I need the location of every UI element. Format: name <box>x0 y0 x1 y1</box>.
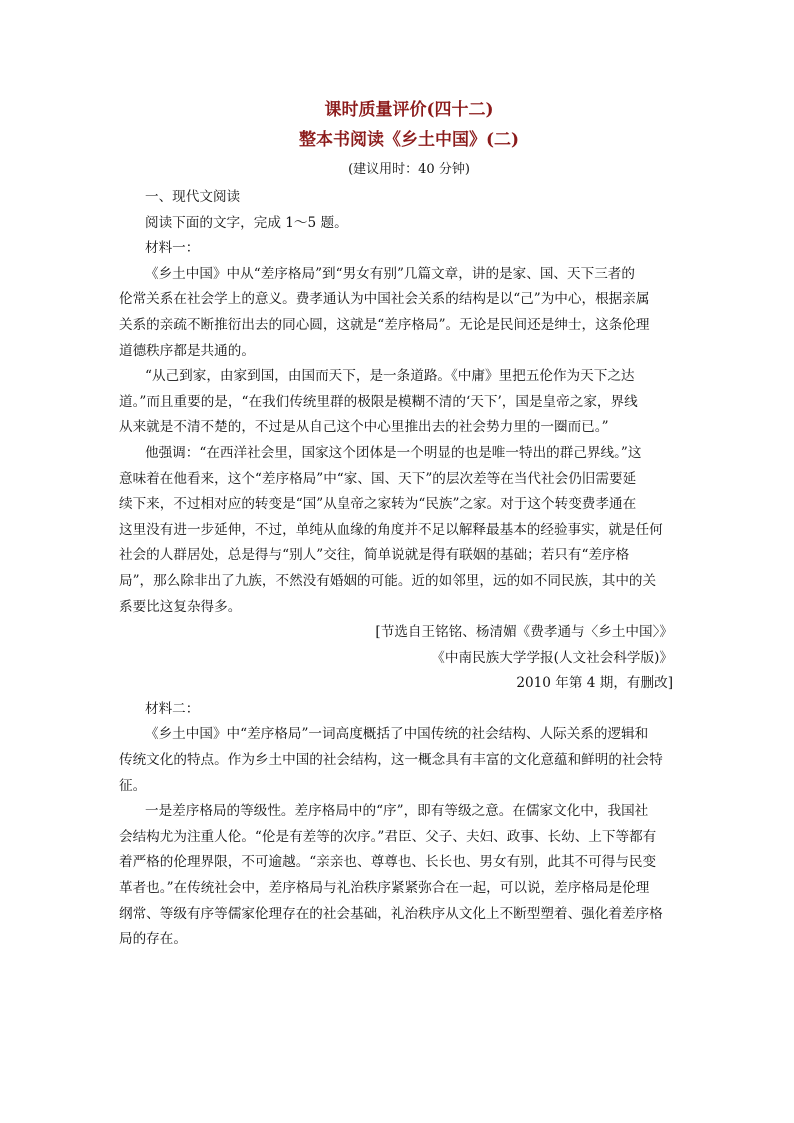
text-line: 纲常、等级有序等儒家伦理存在的社会基础，礼治秩序从文化上不断型塑着、强化着差序格 <box>119 905 663 922</box>
text-line: 续下来，不过相对应的转变是“国”从皇帝之家转为“民族”之家。对于这个转变费孝通在 <box>119 496 637 513</box>
text-line: 从来就是不清不楚的，不过是从自己这个中心里推出去的社会势力里的一圈而已。” <box>119 419 609 436</box>
page-title: 课时质量评价(四十二) <box>324 100 494 120</box>
instruction: 阅读下面的文字，完成 1～5 题。 <box>145 214 348 231</box>
section-heading: 一、现代文阅读 <box>145 189 241 205</box>
source-line: 《中南民族大学学报(人文社会科学版)》 <box>431 649 673 666</box>
text-line: 一是差序格局的等级性。差序格局中的“序”，即有等级之意。在儒家文化中，我国社 <box>145 803 649 820</box>
text-line: “从己到家，由家到国，由国而天下，是一条道路。《中庸》里把五伦作为天下之达 <box>145 368 635 385</box>
text-line: 局”，那么除非出了九族，不然没有婚姻的可能。近的如邻里，远的如不同民族，其中的关 <box>119 572 657 589</box>
page-body <box>119 95 673 953</box>
text-line: 他强调：“在西洋社会里，国家这个团体是一个明显的也是唯一特出的群己界线。”这 <box>145 444 642 461</box>
text-line: 关系的亲疏不断推衍出去的同心圆，这就是“差序格局”。无论是民间还是绅士，这条伦理 <box>119 316 650 333</box>
text-line: 革者也。”在传统社会中，差序格局与礼治秩序紧紧弥合在一起，可以说，差序格局是伦理 <box>119 880 650 897</box>
text-line: 着严格的伦理界限，不可逾越。“亲亲也、尊尊也、长长也、男女有别，此其不可得与民变 <box>119 854 657 871</box>
material1-text <box>119 262 673 620</box>
text-line: 这里没有进一步延伸，不过，单纯从血缘的角度并不足以解释最基本的经验事实，就是任何 <box>119 521 663 538</box>
material1-source <box>145 620 673 697</box>
material1-label: 材料一： <box>145 240 200 257</box>
text-line: 传统文化的特点。作为乡土中国的社会结构，这一概念具有丰富的文化意蕴和鲜明的社会特 <box>119 752 663 769</box>
text-line: 《乡土中国》中“差序格局”一词高度概括了中国传统的社会结构、人际关系的逻辑和 <box>145 726 649 743</box>
text-line: 征。 <box>119 777 147 794</box>
text-line: 《乡土中国》中从“差序格局”到“男女有别”几篇文章，讲的是家、国、天下三者的 <box>145 265 635 282</box>
source-line: [节选自王铭铭、杨清媚《费孝通与〈乡土中国〉》 <box>375 624 673 641</box>
source-line: 2010 年第 4 期，有删改] <box>516 675 673 692</box>
page-subtitle: 整本书阅读《乡土中国》(二) <box>298 130 520 150</box>
text-line: 道德秩序都是共通的。 <box>119 342 255 359</box>
text-line: 局的存在。 <box>119 931 187 948</box>
text-line: 社会的人群居处，总是得与“别人”交往，简单说就是得有联姻的基础；若只有“差序格 <box>119 547 630 564</box>
material2-label: 材料二： <box>145 700 200 717</box>
text-line: 伦常关系在社会学上的意义。费孝通认为中国社会关系的结构是以“己”为中心，根据亲属 <box>119 291 650 308</box>
text-line: 道。”而且重要的是，“在我们传统里群的极限是模糊不清的‘天下’，国是皇帝之家，界线 <box>119 393 638 410</box>
text-line: 意味着在他看来，这个“差序格局”中“家、国、天下”的层次差等在当代社会仍旧需要延 <box>119 470 637 487</box>
material2-text <box>119 722 673 952</box>
text-line: 会结构尤为注重人伦。“伦是有差等的次序。”君臣、父子、夫妇、政事、长幼、上下等都有 <box>119 828 657 845</box>
text-line: 系要比这复杂得多。 <box>119 598 242 615</box>
time-note: (建议用时：40 分钟) <box>348 162 470 177</box>
